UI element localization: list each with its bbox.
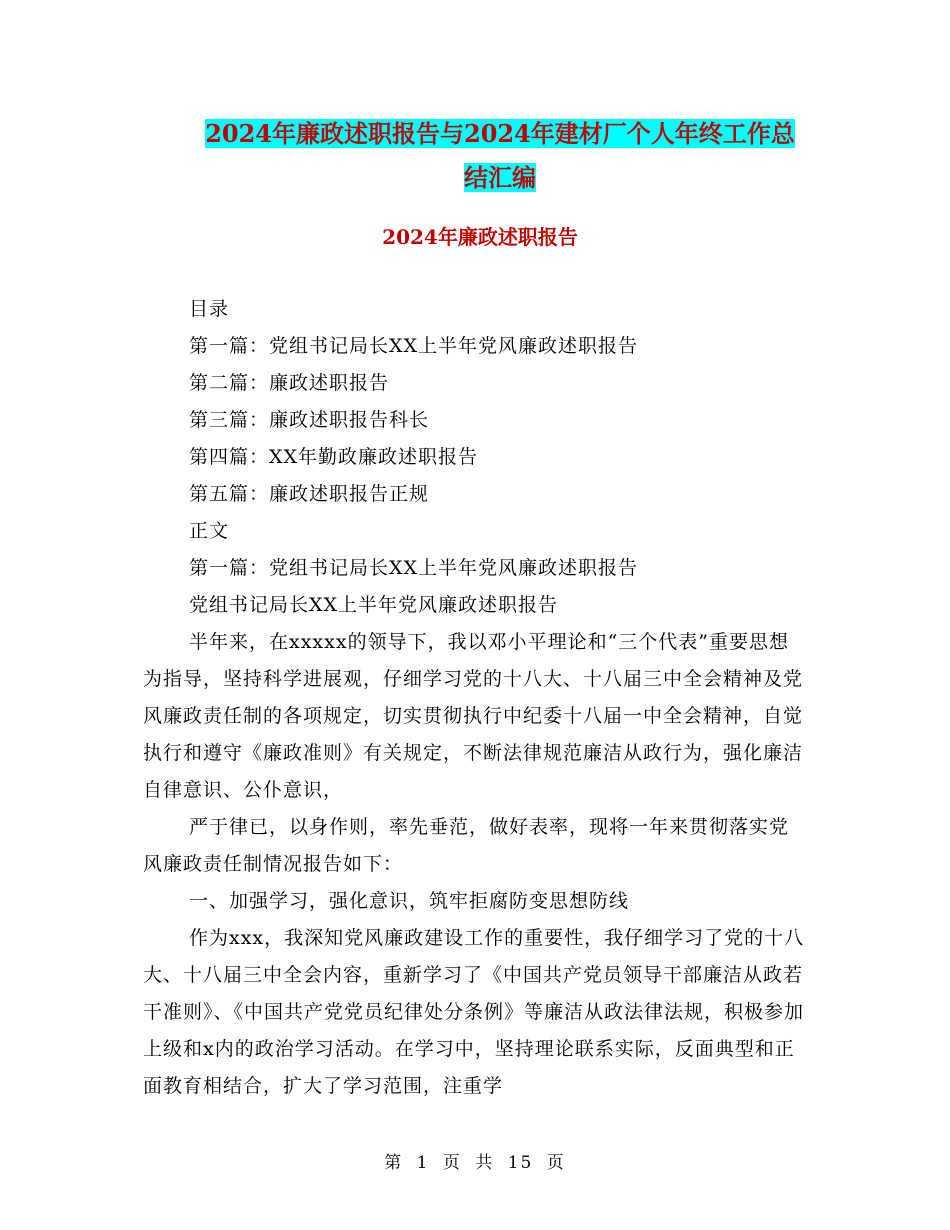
title-line-1: 2024年廉政述职报告与2024年建材厂个人年终工作总: [205, 119, 795, 148]
document-title: [120, 112, 880, 200]
subsection-heading: 一、加强学习，强化意识，筑牢拒腐防变思想防线: [189, 890, 630, 912]
toc-item-4: 第四篇：XX年勤政廉政述职报告: [189, 446, 479, 468]
chapter-heading: 第一篇：党组书记局长XX上半年党风廉政述职报告: [189, 557, 639, 579]
body-paragraph: 严于律已，以身作则，率先垂范，做好表率，现将一年来贯彻落实党风廉政责任制情况报告如下：: [143, 816, 790, 875]
section-title: 2024年廉政述职报告: [382, 225, 578, 249]
document-body: [143, 291, 808, 1105]
body-heading: 正文: [189, 520, 230, 542]
toc-item-5: 第五篇：廉政述职报告正规: [189, 483, 430, 505]
body-paragraph: 半年来，在xxxxx的领导下，我以邓小平理论和“三个代表”重要思想为指导，坚持科学进展观，仔细学习党的十八大、十八届三中全会精神及党风廉政责任制的各项规定，切实贯彻执行中纪委十八届一中全会精神，自觉执行和遵守《廉政准则》有关规定，不断法律规范廉洁从政行为，强化廉洁自律意识、公仆意识，: [143, 631, 804, 801]
page-footer: 第 1 页 共 15 页: [384, 1153, 566, 1173]
toc-item-3: 第三篇：廉政述职报告科长: [189, 409, 430, 431]
toc-item-2: 第二篇：廉政述职报告: [189, 372, 390, 394]
toc-heading: 目录: [189, 298, 230, 320]
toc-item-1: 第一篇：党组书记局长XX上半年党风廉政述职报告: [189, 335, 639, 357]
title-line-2: 结汇编: [464, 163, 536, 192]
report-title: 党组书记局长XX上半年党风廉政述职报告: [189, 594, 559, 616]
body-paragraph: 作为xxx，我深知党风廉政建设工作的重要性，我仔细学习了党的十八大、十八届三中全会内容，重新学习了《中国共产党员领导干部廉洁从政若干准则》、《中国共产党党员纪律处分条例》等廉洁从政法律法规，积极参加上级和x内的政治学习活动。在学习中，坚持理论联系实际，反面典型和正面教育相结合，扩大了学习范围，注重学: [143, 927, 805, 1097]
